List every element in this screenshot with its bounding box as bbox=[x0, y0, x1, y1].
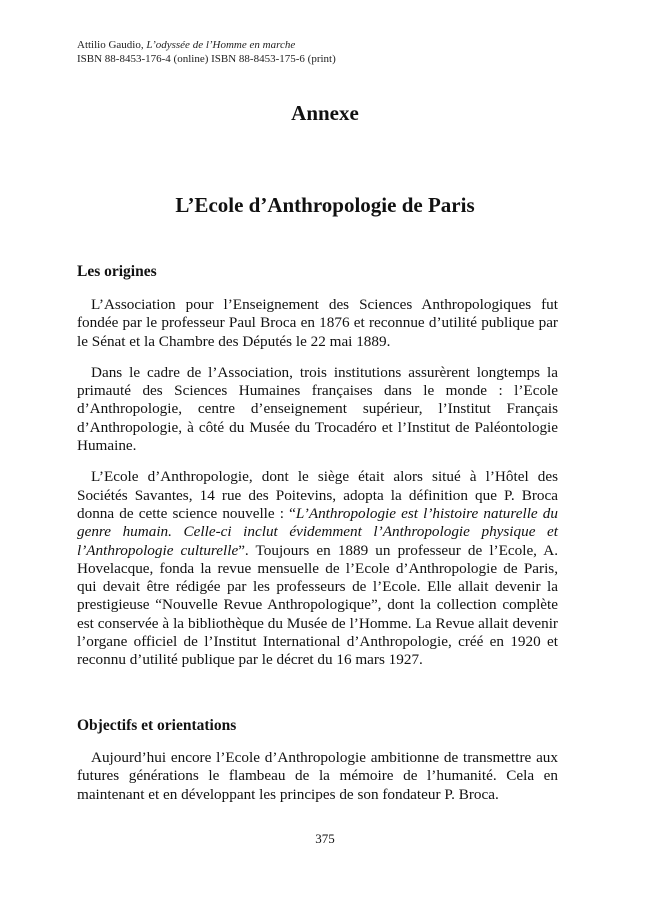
header-citation bbox=[77, 38, 336, 52]
paragraph: L’Association pour l’Enseignement des Sciences Anthropologiques fut fondée par le professeur Paul Broca en 1876 et reconnue d’utilité publique par le Sénat et la Chambre des Députés le 22 mai 1889. bbox=[77, 296, 558, 350]
page-title: L’Ecole d’Anthropologie de Paris bbox=[175, 193, 475, 217]
running-header bbox=[77, 38, 336, 66]
section-body-objectifs bbox=[77, 749, 558, 804]
paragraph-text: L’Ecole d’Anthropologie, dont le siège était alors situé à l’Hôtel des Sociétés Savantes, 14 rue des Poitevins, adopta la définition que P. Broca donna de cette science nouvelle : “ bbox=[77, 468, 558, 522]
section-heading-objectifs: Objectifs et orientations bbox=[77, 717, 237, 734]
annexe-heading: Annexe bbox=[291, 101, 359, 125]
section-body-origines bbox=[77, 296, 558, 670]
paragraph-text: ”. Toujours en 1889 un professeur de l’Ecole, A. Hovelacque, fonda la revue mensuelle de l’Ecole d’Anthropologie de Paris, qui devait être rédigée par les professeurs de l’Ecole. Elle allait devenir la prestigieuse “Nouvelle Revue Anthropologique”, dont la collection complète est conservée à la bibliothèque du Musée de l’Homme. La Revue allait devenir l’organe officiel de l’Institut International d’Anthropologie, créé en 1920 et reconnu d’utilité publique par le décret du 16 mars 1927. bbox=[77, 541, 558, 669]
section-heading-origines: Les origines bbox=[77, 263, 157, 280]
header-book-title: L’odyssée de l’Homme en marche bbox=[146, 39, 296, 51]
header-isbn: ISBN 88-8453-176-4 (online) ISBN 88-8453-175-6 (print) bbox=[77, 53, 336, 65]
paragraph: Dans le cadre de l’Association, trois institutions assurèrent longtemps la primauté des Sciences Humaines françaises dans le monde : l’Ecole d’Anthropologie, centre d’enseignement supérieur, l’Institut Français d’Anthropologie, à côté du Musée du Trocadéro et l’Institut de Paléontologie Humaine. bbox=[77, 363, 558, 455]
page-number: 375 bbox=[315, 831, 335, 846]
quoted-definition: L’Anthropologie est l’histoire naturelle du genre humain. Celle-ci inclut évidemment l’Anthropologie physique et l’Anthropologie culturelle bbox=[77, 504, 558, 559]
header-author: Attilio Gaudio, bbox=[77, 39, 147, 51]
paragraph bbox=[77, 468, 558, 669]
paragraph: Aujourd’hui encore l’Ecole d’Anthropologie ambitionne de transmettre aux futures générations le flambeau de la mémoire de l’humanité. Cela en maintenant et en développant les principes de son fondateur P. Broca. bbox=[77, 749, 558, 803]
